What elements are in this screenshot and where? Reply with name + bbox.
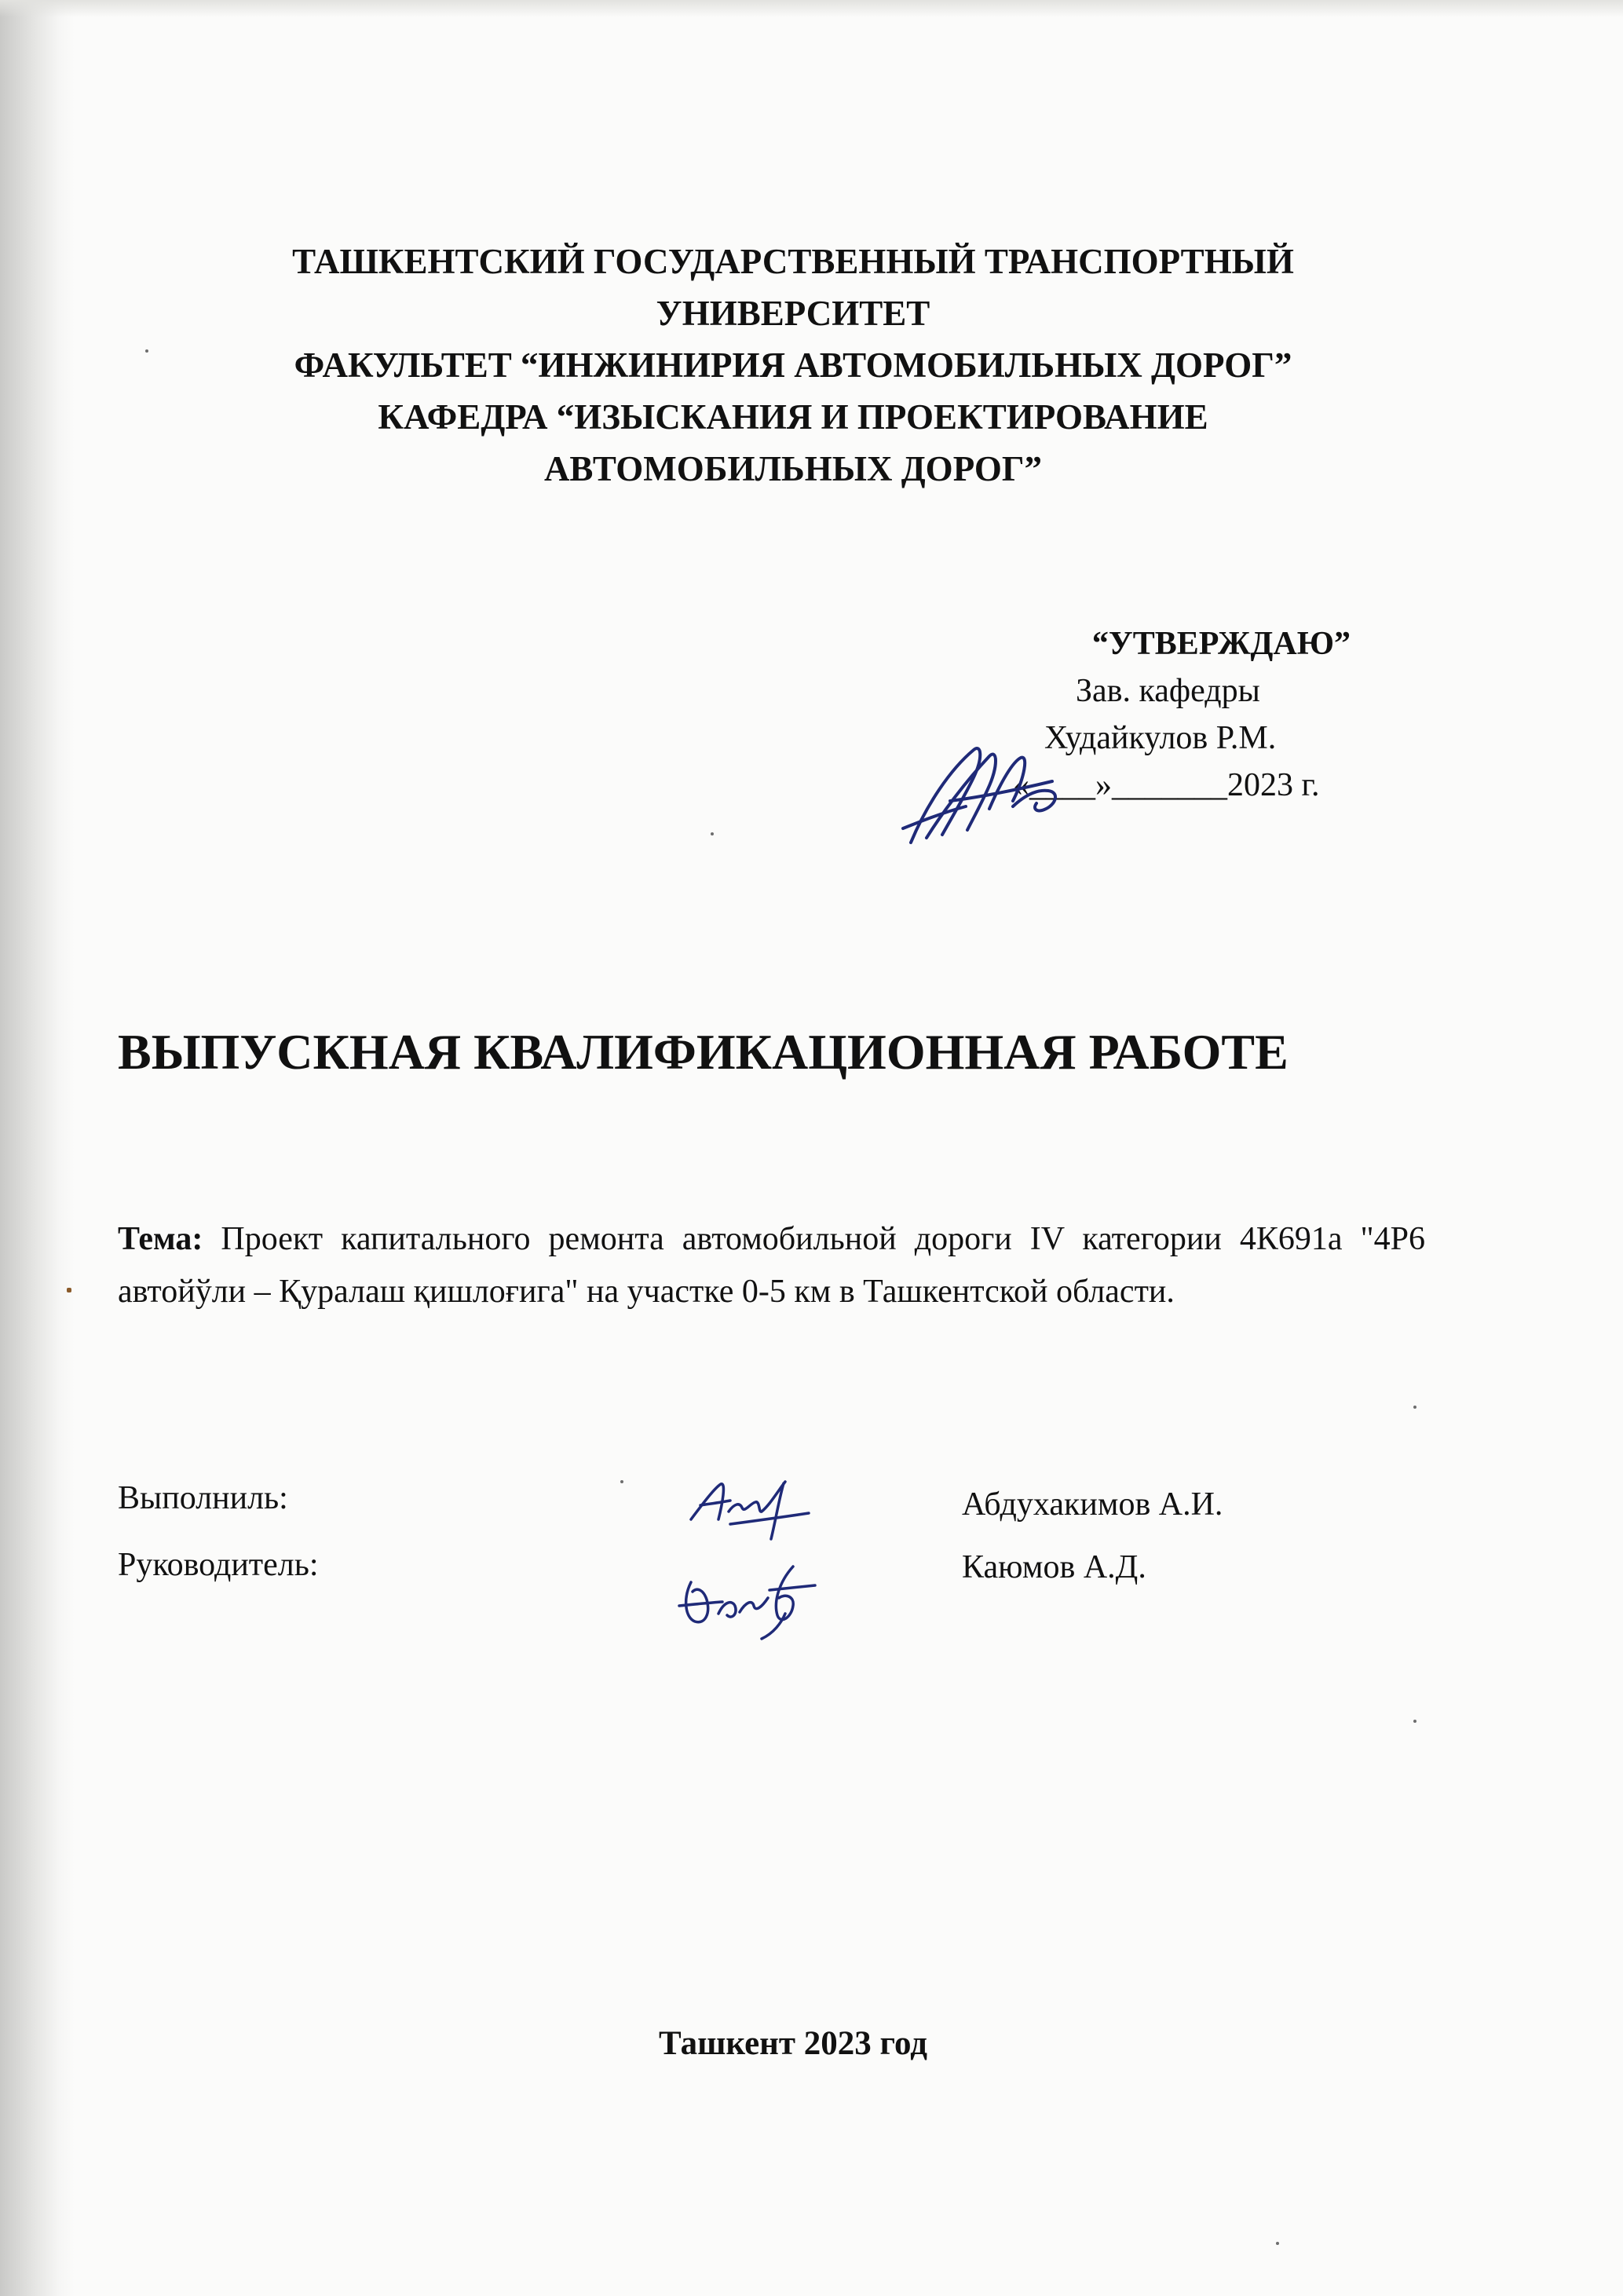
supervisor-signature	[675, 1559, 824, 1641]
approval-name: Худайкулов Р.М.	[1044, 720, 1277, 756]
role-name-performed-by: Абдухакимов А.И.	[962, 1486, 1223, 1523]
header-line-department-2: АВТОМОБИЛЬНЫХ ДОРОГ”	[543, 449, 1043, 488]
scan-speck	[1276, 2242, 1279, 2245]
role-label-performed-by: Выполниль:	[118, 1480, 288, 1516]
topic-label: Тема:	[118, 1221, 203, 1257]
page-edge-shadow	[0, 0, 75, 2296]
scan-speck	[711, 832, 714, 835]
approval-date-line: «____»_______2023 г.	[1013, 767, 1320, 803]
main-title: ВЫПУСКНАЯ КВАЛИФИКАЦИОННАЯ РАБОТЕ	[118, 1024, 1289, 1080]
scan-speck	[1413, 1720, 1416, 1723]
header-line-university-1: ТАШКЕНТСКИЙ ГОСУДАРСТВЕННЫЙ ТРАНСПОРТНЫЙ	[292, 242, 1294, 281]
role-name-supervisor: Каюмов А.Д.	[962, 1549, 1146, 1585]
header-line-university-2: УНИВЕРСИТЕТ	[656, 294, 930, 333]
role-label-supervisor: Руководитель:	[118, 1547, 319, 1583]
scan-speck	[145, 349, 148, 353]
page-top-shadow	[0, 0, 1623, 17]
student-signature	[683, 1472, 817, 1543]
scan-speck	[620, 1480, 623, 1483]
topic-text: Проект капитального ремонта автомобильной дороги IV категории 4К691а "4Р6 автойўли – Қуралаш қишлоғига" на участке 0-5 км в Ташкентской области.	[118, 1221, 1425, 1310]
approval-title: “УТВЕРЖДАЮ”	[1091, 626, 1351, 662]
city-year: Ташкент 2023 год	[658, 2025, 928, 2062]
header-line-faculty: ФАКУЛЬТЕТ “ИНЖИНИРИЯ АВТОМОБИЛЬНЫХ ДОРОГ”	[294, 345, 1292, 385]
header-line-department-1: КАФЕДРА “ИЗЫСКАНИЯ И ПРОЕКТИРОВАНИЕ	[378, 397, 1208, 437]
scan-speck	[1413, 1406, 1416, 1409]
scan-speck	[67, 1288, 71, 1292]
approval-position: Зав. кафедры	[1076, 673, 1260, 709]
head-of-department-signature	[895, 734, 1084, 852]
topic-paragraph	[118, 1213, 1425, 1318]
university-header	[118, 236, 1468, 495]
